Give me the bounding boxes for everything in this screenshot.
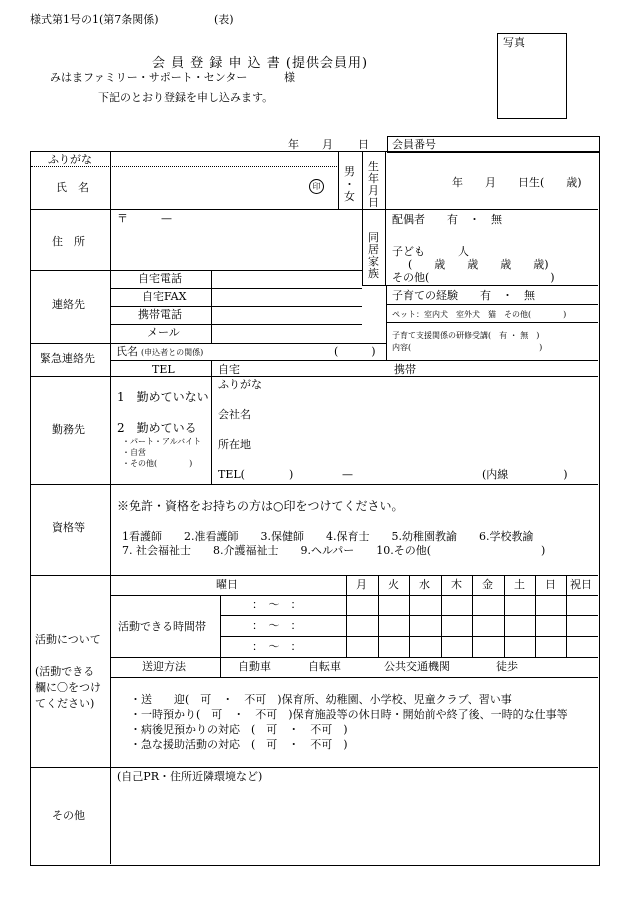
time-slot-label: 活動できる時間帯 — [118, 620, 206, 633]
time-slot-3[interactable]: ： 〜 ： — [252, 640, 302, 653]
childcare-experience[interactable]: 子育ての経験 有 ・ 無 — [392, 289, 535, 302]
home-tel-label: 自宅電話 — [138, 272, 182, 285]
activity-pickup[interactable]: ・送 迎( 可 ・ 不可 )保育所、幼稚園、小学校、児童クラブ、習い事 — [130, 693, 512, 706]
member-number-label: 会員番号 — [392, 138, 436, 151]
qualification-line-1[interactable]: 1看護師 2.准看護師 3.保健師 4.保育士 5.幼稚園教諭 6.学校教諭 — [122, 530, 534, 543]
other-input[interactable] — [112, 786, 596, 862]
mail-input[interactable] — [213, 325, 361, 341]
training-field[interactable]: 子育て支援関係の研修受講( 有 ・ 無 ) — [392, 331, 540, 340]
day-mon: 月 — [356, 578, 367, 591]
pets-field[interactable]: ペット：室内犬 室外犬 猫 その他( ) — [392, 310, 567, 319]
other-label: その他 — [52, 809, 85, 822]
gender-dot: ・ — [344, 178, 355, 191]
qualification-label: 資格等 — [52, 521, 85, 534]
birth-label-1: 生 — [368, 160, 379, 173]
birth-date-value[interactable]: 年 月 日生( 歳) — [452, 176, 582, 189]
home-fax-input[interactable] — [213, 289, 361, 305]
transport-car[interactable]: 自動車 — [238, 660, 271, 673]
other-hint: (自己PR・住所近隣環境など) — [117, 770, 263, 783]
birth-label-2: 年 — [368, 172, 379, 185]
family-label-1: 同 — [368, 231, 379, 244]
photo-box — [497, 33, 567, 119]
work-tel-dash: — — [342, 468, 353, 481]
emergency-relation-field[interactable]: ( ) — [334, 345, 376, 358]
work-option-2[interactable]: 2 勤めている — [117, 421, 197, 435]
gender-female[interactable]: 女 — [344, 190, 355, 203]
form-number: 様式第1号の1(第7条関係) — [30, 13, 159, 26]
qualification-note: ※免許・資格をお持ちの方は○印をつけてください。 — [117, 499, 404, 513]
qualification-line-2[interactable]: 7. 社会福祉士 8.介護福祉士 9.ヘルパー 10.その他( ) — [122, 544, 546, 557]
family-other[interactable]: その他( ) — [392, 271, 555, 284]
work-sub-self-employed[interactable]: ・自営 — [122, 448, 146, 457]
birth-label-4: 日 — [368, 196, 379, 209]
activity-note-3: てください) — [35, 697, 95, 710]
work-tel-field[interactable]: TEL( ) — [218, 468, 294, 481]
work-location-label: 所在地 — [218, 438, 251, 451]
day-wed: 水 — [419, 578, 430, 591]
work-option-1[interactable]: 1 勤めていない — [117, 390, 209, 404]
mail-label: メール — [147, 326, 180, 339]
emergency-tel-label: TEL — [152, 363, 175, 376]
company-name-label: 会社名 — [218, 408, 251, 421]
mobile-input[interactable] — [213, 307, 361, 323]
activity-label: 活動について — [35, 633, 101, 646]
day-fri: 金 — [482, 578, 493, 591]
activity-sick-child[interactable]: ・病後児預かりの対応 ( 可 ・ 不可 ) — [130, 723, 348, 736]
work-sub-other[interactable]: ・その他( ) — [122, 459, 193, 468]
birth-label-3: 月 — [368, 184, 379, 197]
children-ages[interactable]: ( 歳 歳 歳 歳) — [408, 258, 549, 271]
work-label: 勤務先 — [52, 423, 85, 436]
home-tel-input[interactable] — [213, 271, 361, 287]
spouse-field[interactable]: 配偶者 有 ・ 無 — [392, 213, 502, 226]
emergency-mobile-label[interactable]: 携帯 — [394, 363, 416, 376]
transport-bicycle[interactable]: 自転車 — [308, 660, 341, 673]
activity-temporary-care[interactable]: ・一時預かり( 可 ・ 不可 )保育施設等の休日時・開始前や終了後、一時的な仕事等 — [130, 708, 568, 721]
date-year: 年 — [288, 138, 299, 151]
home-fax-label: 自宅FAX — [142, 290, 187, 303]
day-sun: 日 — [545, 578, 556, 591]
emergency-home-label[interactable]: 自宅 — [218, 363, 240, 376]
addressee-honorific: 様 — [284, 71, 295, 84]
addressee: みはまファミリー・サポート・センター — [50, 71, 248, 84]
family-label-4: 族 — [368, 267, 379, 280]
day-sat: 土 — [514, 578, 525, 591]
date-day: 日 — [358, 138, 369, 151]
time-slot-1[interactable]: ： 〜 ： — [252, 598, 302, 611]
emergency-relation-note: (申込者との関係) — [141, 348, 204, 357]
address-label: 住 所 — [52, 235, 85, 248]
day-thu: 木 — [451, 578, 462, 591]
furigana-label: ふりがな — [48, 153, 92, 166]
time-slot-2[interactable]: ： 〜 ： — [252, 619, 302, 632]
transport-public[interactable]: 公共交通機関 — [384, 660, 450, 673]
name-input[interactable] — [112, 167, 334, 207]
zip-code[interactable]: 〒 — — [117, 212, 172, 225]
form-side: (表) — [214, 13, 234, 26]
work-extension-field[interactable]: (内線 ) — [482, 468, 568, 481]
intro-text: 下記のとおり登録を申し込みます。 — [98, 91, 274, 104]
emergency-name-label: 氏名 — [116, 345, 138, 358]
mobile-label: 携帯電話 — [138, 308, 182, 321]
emergency-label: 緊急連絡先 — [40, 352, 95, 365]
activity-note-2: 欄に〇をつけ — [35, 681, 101, 694]
weekday-header: 曜日 — [216, 578, 238, 591]
transport-walk[interactable]: 徒歩 — [496, 660, 518, 673]
training-content[interactable]: 内容( ) — [392, 343, 543, 352]
activity-urgent[interactable]: ・急な援助活動の対応 ( 可 ・ 不可 ) — [130, 738, 348, 751]
day-holiday: 祝日 — [570, 578, 592, 591]
seal-mark: 印 — [309, 179, 324, 194]
work-sub-part-time[interactable]: ・パート・アルバイト — [122, 437, 202, 446]
work-furigana-label: ふりがな — [218, 378, 262, 391]
name-label: 氏 名 — [56, 181, 89, 194]
contact-label: 連絡先 — [52, 298, 85, 311]
children-count[interactable]: 子ども 人 — [392, 245, 469, 258]
date-month: 月 — [322, 138, 333, 151]
day-tue: 火 — [388, 578, 399, 591]
form-title: 会 員 登 録 申 込 書 (提供会員用) — [152, 56, 369, 71]
transport-label: 送迎方法 — [142, 660, 186, 673]
family-label-3: 家 — [368, 255, 379, 268]
family-label-2: 居 — [368, 243, 379, 256]
gender-male[interactable]: 男 — [344, 165, 355, 178]
photo-label: 写真 — [503, 36, 525, 49]
activity-note-1: (活動できる — [35, 665, 95, 678]
